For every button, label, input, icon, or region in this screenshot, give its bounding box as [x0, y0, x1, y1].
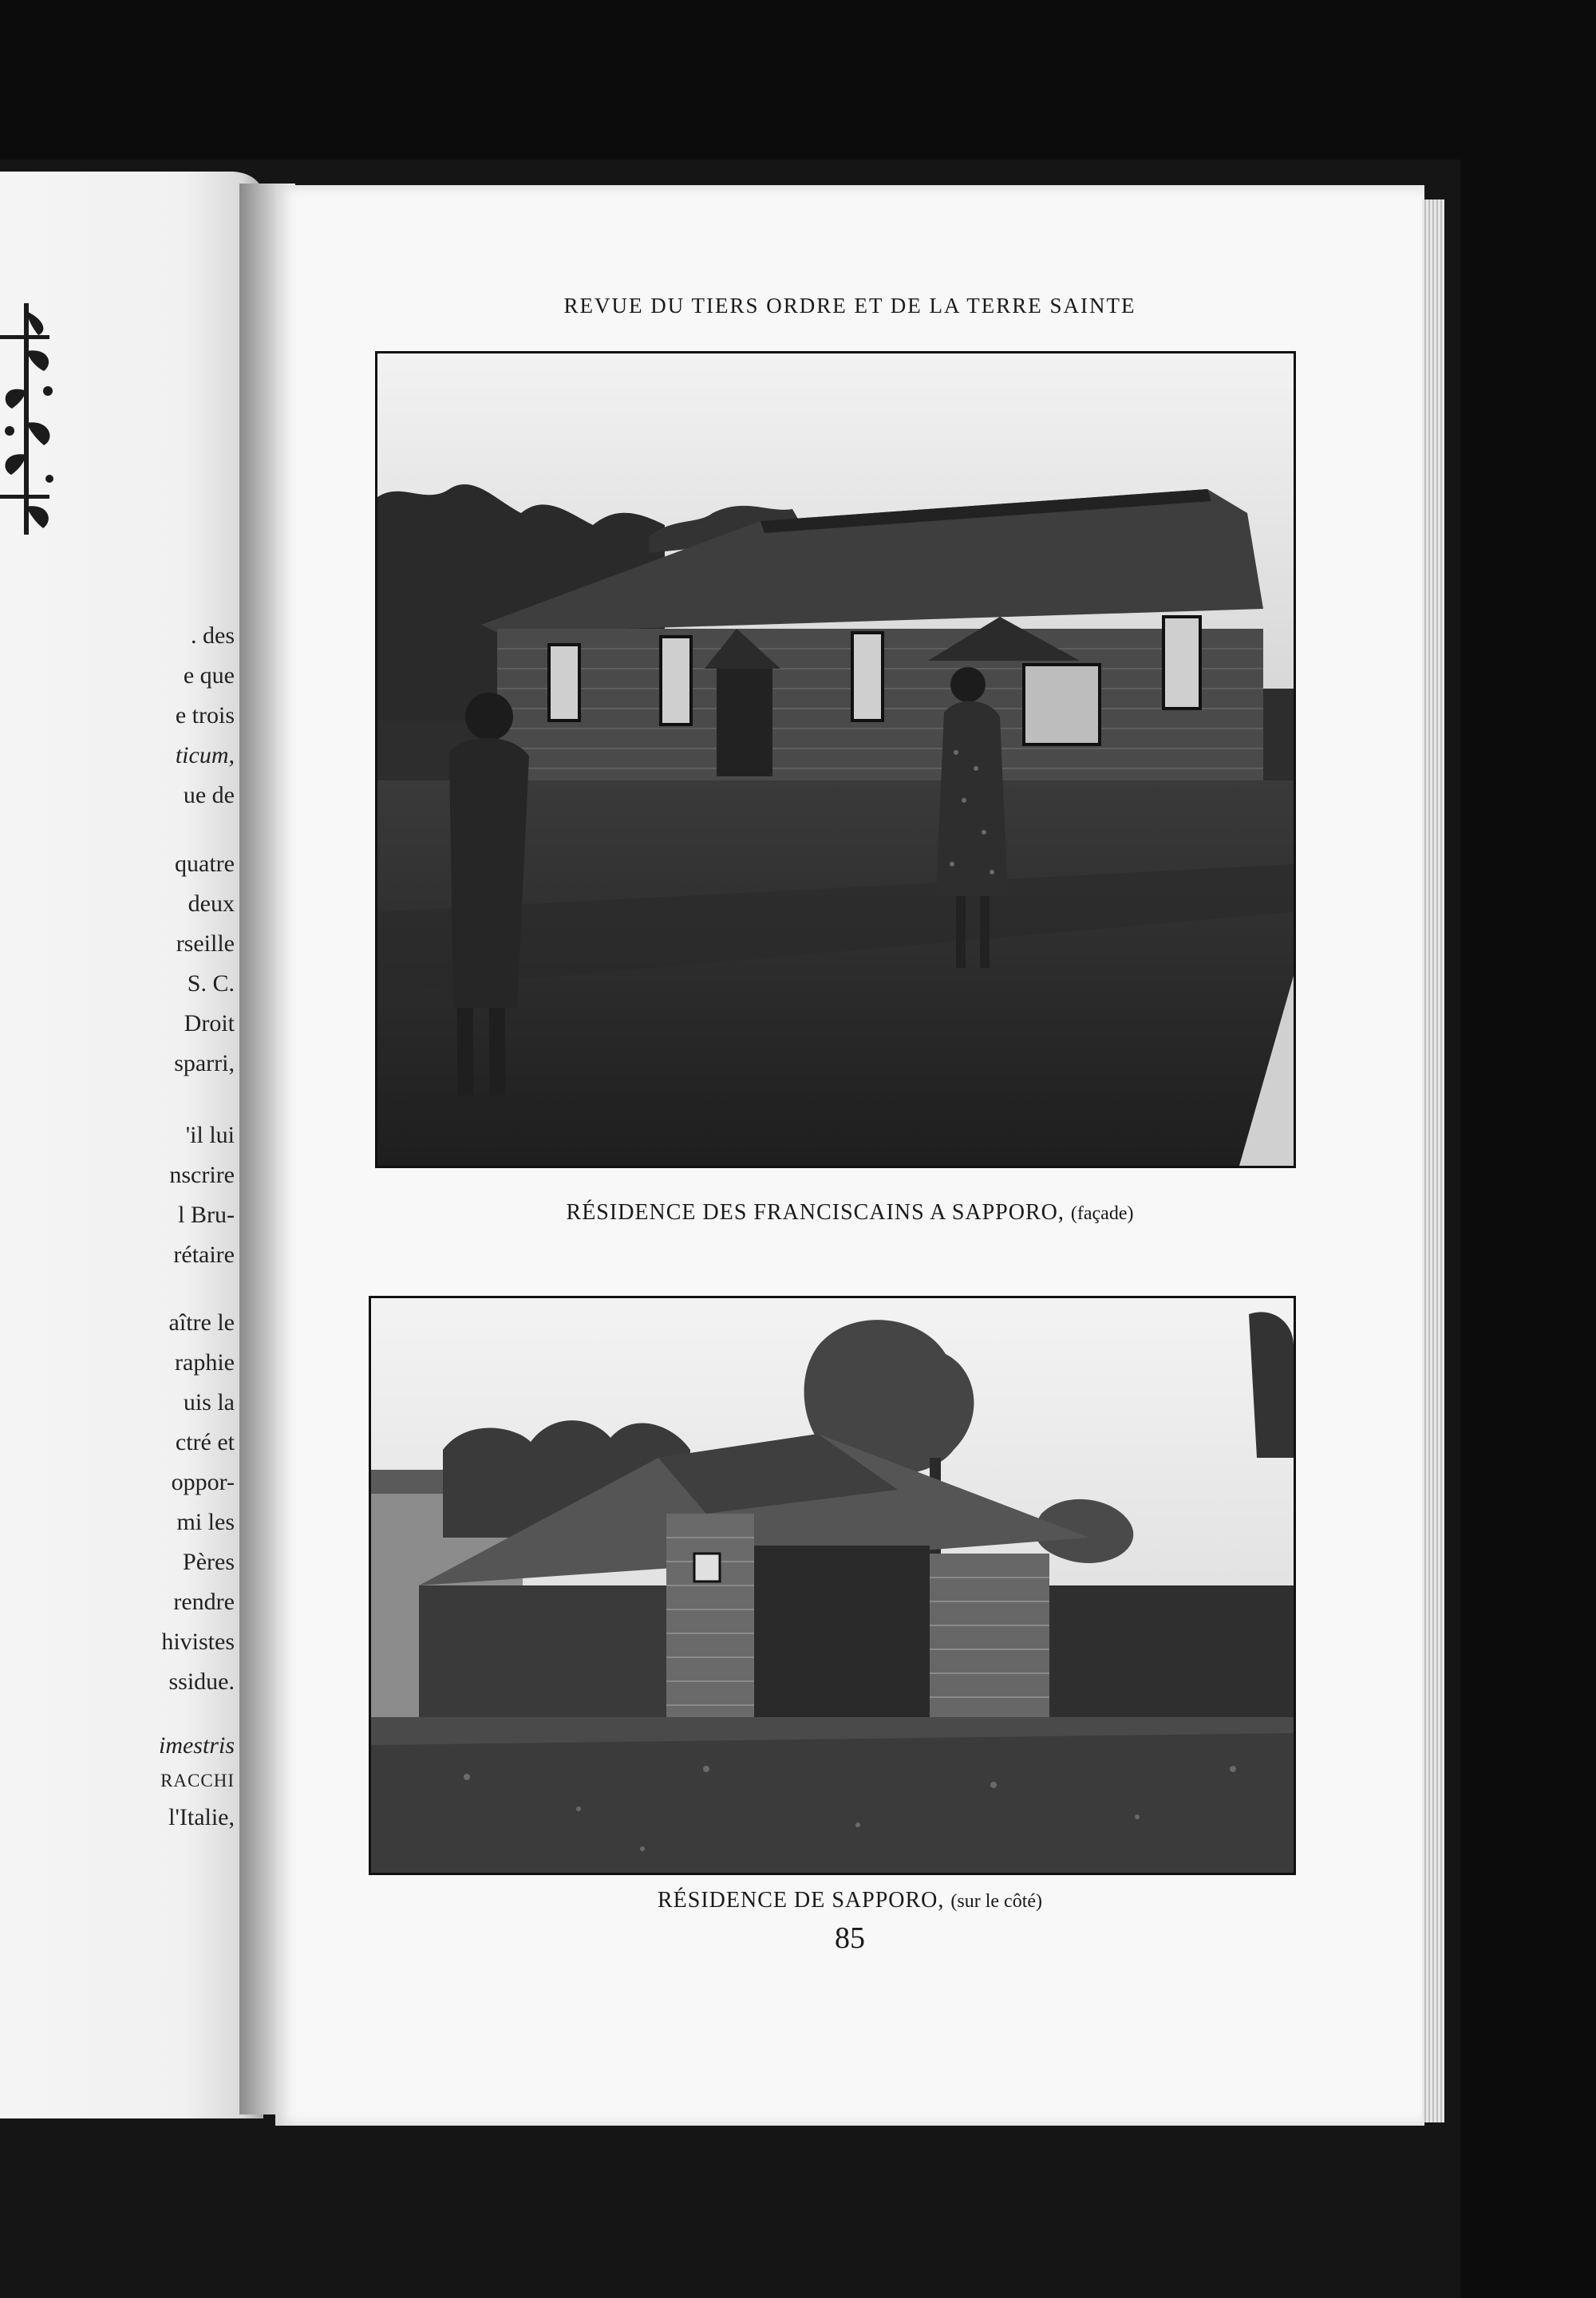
running-head: REVUE DU TIERS ORDRE ET DE LA TERRE SAINTE [563, 294, 1136, 318]
text-line: e trois [175, 702, 235, 728]
text-line: Droit [184, 1010, 235, 1036]
caption-facade [275, 1200, 1424, 1226]
left-page [0, 172, 263, 2118]
text-line: nscrire [169, 1162, 235, 1188]
text-line: sparri, [174, 1050, 235, 1076]
text-line: uis la [183, 1389, 235, 1416]
caption-side [275, 1888, 1424, 1913]
text-line: l'Italie, [168, 1804, 235, 1830]
background-shadow [0, 0, 1596, 160]
text-line: ticum, [175, 742, 235, 768]
text-line: rseille [176, 930, 235, 957]
text-line: aître le [168, 1309, 235, 1336]
text-line: imestris [158, 1732, 235, 1759]
text-line: e que [183, 662, 235, 689]
caption-note: (sur le côté) [950, 1891, 1042, 1912]
background-shadow [1460, 0, 1596, 2298]
page-number: 85 [835, 1921, 865, 1955]
text-line: l Bru- [178, 1202, 235, 1228]
text-line: S. C. [187, 970, 235, 997]
photo-residence-side [369, 1296, 1296, 1875]
photo-residence-facade [375, 351, 1296, 1168]
text-line: ssidue. [168, 1668, 235, 1695]
vine-ornament [0, 303, 62, 535]
caption-note: (façade) [1070, 1203, 1134, 1224]
caption-main: RÉSIDENCE DES FRANCISCAINS A SAPPORO, [566, 1200, 1065, 1225]
text-line: rétaire [173, 1242, 235, 1268]
text-line: 'il lui [185, 1122, 235, 1148]
text-line: hivistes [161, 1629, 235, 1655]
text-line: . des [191, 622, 235, 649]
text-line: rendre [173, 1589, 235, 1615]
text-line: quatre [175, 851, 235, 877]
text-line: oppor- [171, 1469, 235, 1495]
text-line: ue de [183, 782, 235, 808]
caption-main: RÉSIDENCE DE SAPPORO, [658, 1888, 945, 1913]
text-line: Pères [183, 1549, 235, 1575]
text-line: ctré et [175, 1429, 235, 1455]
text-line: deux [188, 890, 235, 917]
text-line: mi les [176, 1509, 235, 1535]
text-line: raphie [175, 1349, 235, 1376]
right-page [275, 185, 1424, 2126]
page-edges [1422, 199, 1444, 2122]
text-line: RACCHI [160, 1771, 235, 1791]
